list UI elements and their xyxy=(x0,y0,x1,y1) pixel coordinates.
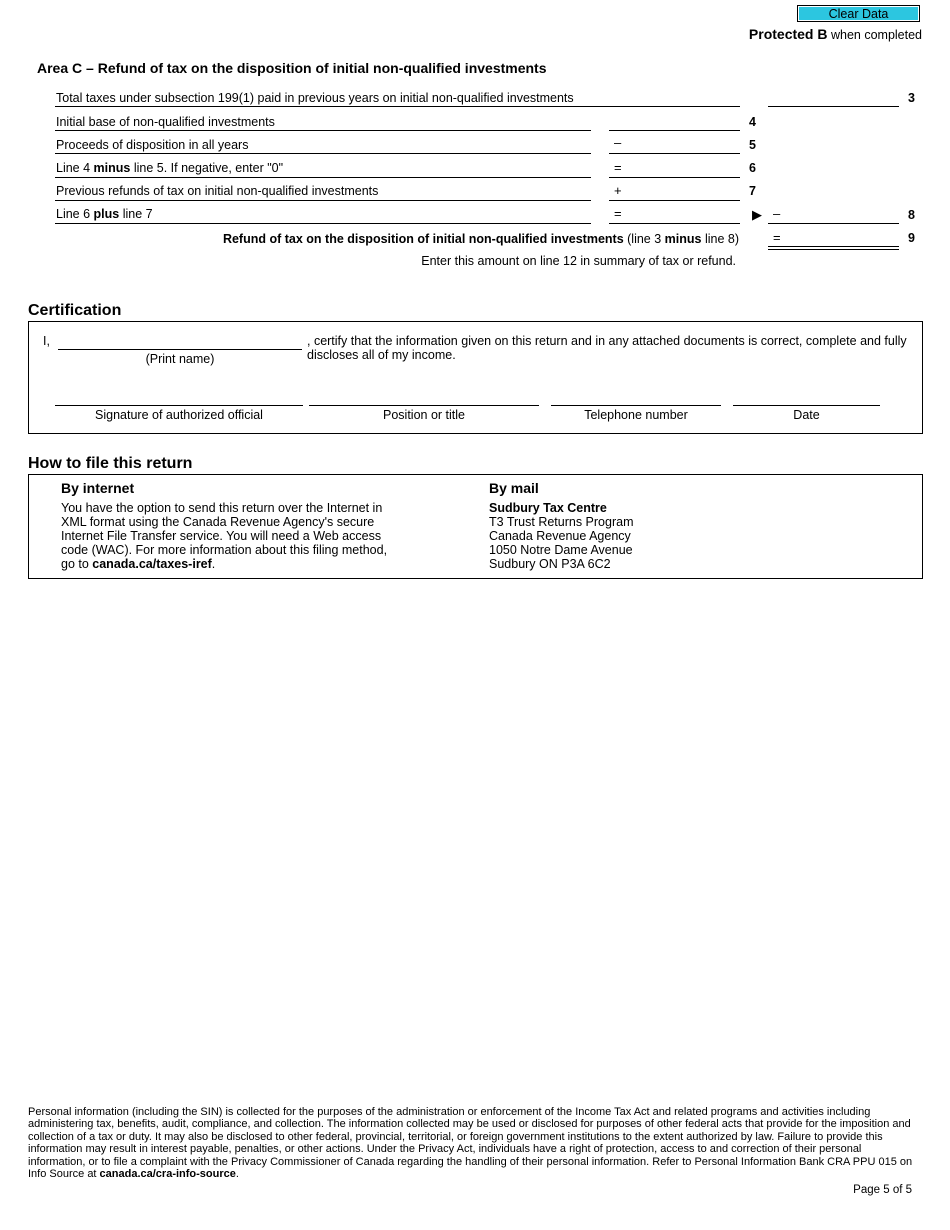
clear-data-button[interactable]: Clear Data xyxy=(797,5,920,22)
minus-sign: – xyxy=(773,206,781,221)
line-7-field[interactable] xyxy=(609,200,740,201)
enter-note: Enter this amount on line 12 in summary of tax or refund. xyxy=(421,254,736,268)
page-number: Page 5 of 5 xyxy=(853,1184,912,1196)
line-9-number: 9 xyxy=(908,231,915,245)
by-mail-title: By mail xyxy=(489,480,539,496)
row-4-rule xyxy=(55,130,591,131)
row-8-label: Line 6 plus line 7 xyxy=(56,207,153,221)
line-4-number: 4 xyxy=(749,115,756,129)
mail-centre: Sudbury Tax Centre xyxy=(489,501,607,515)
iref-link[interactable]: canada.ca/taxes-iref xyxy=(92,557,212,571)
line-3-field[interactable] xyxy=(768,106,899,107)
row-4-label: Initial base of non-qualified investments xyxy=(56,115,275,129)
certification-heading: Certification xyxy=(28,302,122,319)
signature-field[interactable] xyxy=(55,405,303,406)
mail-line: Sudbury ON P3A 6C2 xyxy=(489,557,611,571)
protected-b-label: Protected B when completed xyxy=(748,26,922,42)
line-4-field[interactable] xyxy=(609,130,740,131)
mail-line: T3 Trust Returns Program xyxy=(489,515,634,529)
by-internet-title: By internet xyxy=(61,480,135,496)
line-8-field[interactable] xyxy=(768,223,899,224)
line-6-number: 6 xyxy=(749,161,756,175)
line-3-number: 3 xyxy=(908,91,915,105)
line-5-field[interactable] xyxy=(609,153,740,154)
line-8-number: 8 xyxy=(908,208,915,222)
position-caption: Position or title xyxy=(383,408,465,422)
row-5-label: Proceeds of disposition in all years xyxy=(56,138,249,152)
row-6-rule xyxy=(55,177,591,178)
mail-line: Canada Revenue Agency xyxy=(489,529,631,543)
row-3-rule xyxy=(55,106,740,107)
date-field[interactable] xyxy=(733,405,880,406)
row-3-label: Total taxes under subsection 199(1) paid in previous years on initial non-qualified investments xyxy=(56,91,574,105)
mail-line: 1050 Notre Dame Avenue xyxy=(489,543,633,557)
equals-sign: = xyxy=(614,160,622,175)
line-5-number: 5 xyxy=(749,138,756,152)
print-name-field[interactable] xyxy=(58,349,302,350)
date-caption: Date xyxy=(793,408,820,422)
position-field[interactable] xyxy=(309,405,539,406)
privacy-notice: Personal information (including the SIN) is collected for the purposes of the administration or enforcement of the Income Tax Act and related programs and activities including administering tax, benefits, audit, compliance, and collection. The information collected may be used or disclosed for purposes of other federal acts that provide for the imposition and collection of a tax or duty. It may also be disclosed to other federal, provincial, territorial, or foreign government institutions to the extent authorized by law. Failure to provide this information may result in interest payable, penalties, or other actions. Under the Privacy Act, individuals have a right of protection, access to and correction of their personal information, or to file a complaint with the Privacy Commissioner of Canada regarding the handling of their personal information. Refer to Personal Information Bank CRA PPU 015 on Info Source at canada.ca/cra-info-source. xyxy=(28,1106,913,1181)
minus-sign: – xyxy=(614,135,622,150)
row-5-rule xyxy=(55,153,591,154)
row-7-label: Previous refunds of tax on initial non-qualified investments xyxy=(56,184,379,198)
equals-sign: = xyxy=(614,206,622,221)
certify-statement: , certify that the information given on this return and in any attached documents is correct, complete and fully discloses all of my income. xyxy=(307,334,907,362)
mail-address xyxy=(489,501,634,571)
how-to-file-heading: How to file this return xyxy=(28,455,193,472)
row-8-rule xyxy=(55,223,591,224)
i-label: I, xyxy=(43,334,50,348)
line-6-field[interactable] xyxy=(609,177,740,178)
area-c-title: Area C – Refund of tax on the disposition of initial non-qualified investments xyxy=(37,60,547,76)
line-9-field[interactable] xyxy=(768,246,899,250)
row-7-rule xyxy=(55,200,591,201)
row-6-label: Line 4 minus line 5. If negative, enter "0" xyxy=(56,161,284,175)
telephone-caption: Telephone number xyxy=(584,408,688,422)
signature-caption: Signature of authorized official xyxy=(95,408,263,422)
certification-box xyxy=(28,321,923,434)
line-8-left-field[interactable] xyxy=(609,223,740,224)
equals-sign: = xyxy=(773,230,781,245)
refund-label: Refund of tax on the disposition of initial non-qualified investments (line 3 minus line 8) xyxy=(222,232,739,246)
how-to-file-box xyxy=(28,474,923,579)
print-name-caption: (Print name) xyxy=(145,352,215,366)
info-source-link[interactable]: canada.ca/cra-info-source xyxy=(99,1168,236,1181)
right-arrow-icon: ▶ xyxy=(752,207,762,222)
telephone-field[interactable] xyxy=(551,405,721,406)
line-7-number: 7 xyxy=(749,184,756,198)
plus-sign: + xyxy=(614,183,622,198)
by-internet-text: You have the option to send this return over the Internet in XML format using the Canada Revenue Agency's secure Internet File Transfer service. You will need a Web access code (WAC). For more information about this filing method, go to canada.ca/taxes-iref. xyxy=(61,501,388,571)
